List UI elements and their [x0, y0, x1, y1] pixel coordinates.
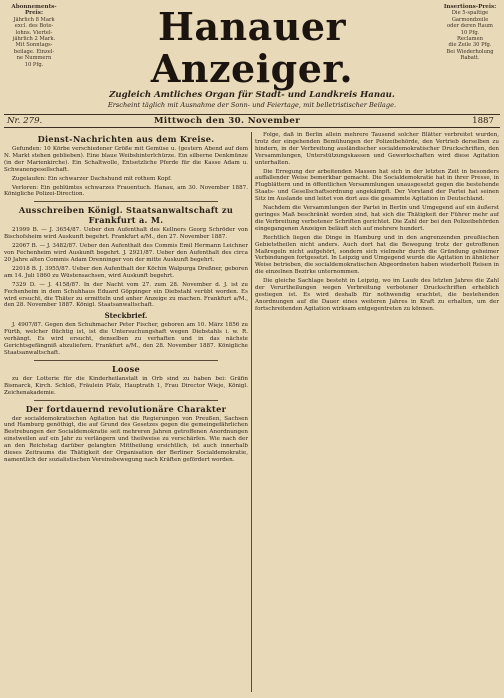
subscription-price-heading: Abonnements-Preis: — [11, 4, 57, 17]
article-paragraph: 22067 B. — J. 3482/87. Ueber den Aufenthalt des Commis Emil Hermann Leichner von Fechenheim wird Auskunft begehrt. J. 2921/87. Ueber den Aufenthalt des circa 20 Jahre alten Commis Adam Drenninger von der mitte Auskunft begehrt. — [4, 243, 248, 263]
insertion-price-line: Rabatt. — [460, 55, 480, 62]
newspaper-tagline: Erscheint täglich mit Ausnahme der Sonn- und Feiertage, mit belletristischer Beilage. — [107, 101, 397, 109]
newspaper-title: Hanauer Anzeiger. — [150, 4, 354, 91]
insertion-price-box — [439, 4, 501, 62]
subscription-price-line: lohns. Viertel- — [15, 29, 53, 36]
article-paragraph: der socialdemokratischen Agitation hat die Regierungen von Preußen, Sachsen und Hamburg genöthigt, die auf Grund des Gesetzes gegen die gemeingefährlichen Bestrebungen der Socialdemokratie seit mehreren Jahren getroffenen Anordnungen einstweilen auf ein Jahr zu verlängern und theilweise zu verschärfen. Wie nach der an den Reichstag darüber gelangten Mittheilung ersichtlich, ist auch innerhalb dieses Zeitraums die Thätigkeit der Organisation der Berliner Socialdemokratie, namentlich der sozialistischen Vereinsbewegung nach Kräften gefördert worden. — [4, 415, 248, 463]
issue-date: Mittwoch den 30. November — [154, 116, 301, 126]
article-paragraph: 7329 D. — J. 4158/87. In der Nacht vom 27. zum 28. November d. J. ist zu Fechenheim in dem Schuhhaus Eduard Göppinger ein Diebstahl verübt worden. Es wird ersucht, die Thäter zu ermitteln und anher Anzeige zu machen. Frankfurt a/M., den 28. November 1887. Königl. Staatsanwaltschaft. — [4, 281, 248, 309]
article-paragraph: Die gleiche Sachlage besteht in Leipzig, wo im Laufe des letzten Jahres die Zahl der Verurtheilungen wegen Verbreitung verbotener Druckschriften erheblich gestiegen ist. Es wird deshalb für nothwendig erachtet, die bestehenden Anordnungen auf die Dauer eines weiteren Jahres in Kraft zu erhalten, um der fortschreitenden Agitation wirksam entgegentreten zu können. — [255, 278, 499, 312]
section-heading-revolutionary: Der fortdauernd revolutionäre Charakter — [25, 403, 227, 414]
insertion-price-line: Garmondzeile — [451, 16, 489, 23]
divider — [34, 201, 218, 202]
insertion-price-line: Die 5-spaltige — [451, 10, 489, 17]
issue-number: Nr. 279. — [7, 116, 43, 126]
article-paragraph: Rechtlich liegen die Dinge in Hamburg und in den angrenzenden preußischen Gebietstheilen nicht anders. Auch dort hat die Bewegung trotz der getroffenen Maßregeln nicht aufgehört, sondern sich vielmehr durch die Gründung geheimer Verbindungen fortgesetzt. In Leipzig und Umgegend wurde die Agitation in ähnlicher Weise betrieben, die socialdemokratischen Abgeordneten haben wiederholt Reisen in die einzelnen Bezirke unternommen. — [255, 234, 499, 276]
masthead — [66, 6, 438, 110]
subscription-price-line: jährlich 2 Mark. — [12, 36, 56, 43]
subscription-price-box — [3, 4, 65, 68]
subscription-price-line: ne Nummern — [16, 55, 52, 62]
subscription-price-line: 10 Pfg. — [24, 61, 44, 68]
article-paragraph: Zugelaufen: Ein schwarzer Dachshund mit rothem Kopf. — [12, 175, 172, 182]
article-paragraph: Nachdem die Versammlungen der Partei in Berlin und Umgegend auf ein äußerst geringes Maß beschränkt worden sind, hat sich die Thätigkeit der Führer mehr auf die Verbreitung verbotener Schriften gerichtet. Die Zahl der bei den Polizeibehörden eingegangenen Anzeigen beläuft sich auf mehrere hundert. — [255, 205, 499, 232]
newspaper-subtitle: Zugleich Amtliches Organ für Stadt- und Landkreis Hanau. — [109, 90, 395, 100]
article-paragraph: Die Erregung der arbeitenden Massen hat sich in der letzten Zeit in besonders auffallender Weise bemerkbar gemacht. Die Socialdemokratie hat in ihrer Presse, in Flugblättern und in öffentlichen Versammlungen unausgesetzt gegen die bestehende Staats- und Gesellschaftsordnung angekämpft. Der Vorstand der Partei hat seinen Sitz im Auslande und leitet von dort aus die gesammte Agitation in Deutschland. — [255, 168, 499, 203]
dateline-bar — [4, 114, 500, 128]
insertion-price-line: Bei Wiederholung — [446, 48, 494, 55]
insertion-price-line: Reclamen — [457, 36, 483, 43]
article-paragraph: Folge, daß in Berlin allein mehrere Tausend solcher Blätter verbreitet wurden, trotz der eingehenden Bemühungen der Polizeibehörde, den Vertrieb derselben zu hindern, in der Verbreitung ausländischer socialdemokratischer Druckschriften, den Versammlungen, Unterstützungskassen und Gewerkschaften wird diese Agitation unterhalten. — [255, 132, 499, 166]
insertion-price-line: 10 Pfg. — [460, 29, 480, 36]
subscription-price-line: Mit Sonntags- — [15, 42, 53, 49]
column-left — [4, 132, 248, 694]
subscription-price-line: beilage. Einzel- — [13, 48, 55, 55]
section-heading-official-news: Dienst-Nachrichten aus dem Kreise. — [37, 134, 215, 144]
article-paragraph: Verloren: Ein geblümtes schwarzes Frauentuch. Hanau, am 30. November 1887. Königliche Polizei-Direction. — [4, 184, 248, 198]
divider — [34, 400, 218, 401]
article-paragraph: zu der Lotterie für die Kinderheilanstalt in Orb sind zu haben bei: Gräfin Bismarck, Kirch. Schloß, Fräulein Pfalz, Hauptrath 1, Frau Director Wieje, Königl. Zeichenakademie. — [4, 375, 248, 396]
subscription-price-line: excl. des Bote- — [14, 23, 54, 30]
article-paragraph: 22018 B. J. 3955/87. Ueber den Aufenthalt der Köchin Walpurga Dreßner, geboren am 14. Juli 1860 zu Wüstensachsen, wird Auskunft begehrt. — [4, 265, 248, 279]
section-heading-prosecutor-notices: Ausschreiben Königl. Staatsanwaltschaft zu Frankfurt a. M. — [18, 205, 234, 226]
article-paragraph: Gefunden: 10 Körbe verschiedener Größe mit Gemüse u. (gestern Abend auf dem N. Markt stehen geblieben). Eine blaue Weibshinterlchürze. Ein silberne Denkmünze (in der Marienkirche). Ein Schaltwolle, Entsetzliche Pferde für die Kasse Adam u. Schwanengesellschaft. — [4, 146, 248, 173]
divider — [34, 360, 218, 361]
section-heading-warrant: Steckbrief. — [104, 311, 148, 321]
section-heading-lottery: Loose — [112, 363, 140, 374]
issue-year: 1887 — [472, 116, 494, 126]
insertion-price-line: die Zeile 30 Pfg. — [448, 42, 492, 49]
article-paragraph: J. 4907/87. Gegen den Schuhmacher Peter Fischer, geboren am 10. März 1856 zu Fürth, welcher flüchtig ist, ist die Untersuchungshaft wegen Diebstahls i. w. R. verhängt. Es wird ersucht, denselben zu verhaften und in das nächste Gerichtsgefängniß abzuliefern. Frankfurt a/M., den 28. November 1887. Königliche Staatsanwaltschaft. — [4, 322, 248, 356]
insertion-price-line: oder deren Raum — [447, 23, 493, 30]
column-right — [255, 132, 499, 694]
column-rule — [251, 132, 252, 692]
insertion-price-heading: Insertions-Preis: — [443, 4, 497, 10]
subscription-price-line: Jährlich 8 Mark — [13, 16, 55, 23]
article-paragraph: 21999 B. — J. 3654/87. Ueber den Aufenthalt des Kellners Georg Schröder von Bischofsheim wird Auskunft begehrt. Frankfurt a/M., den 27. November 1887. — [4, 227, 248, 241]
